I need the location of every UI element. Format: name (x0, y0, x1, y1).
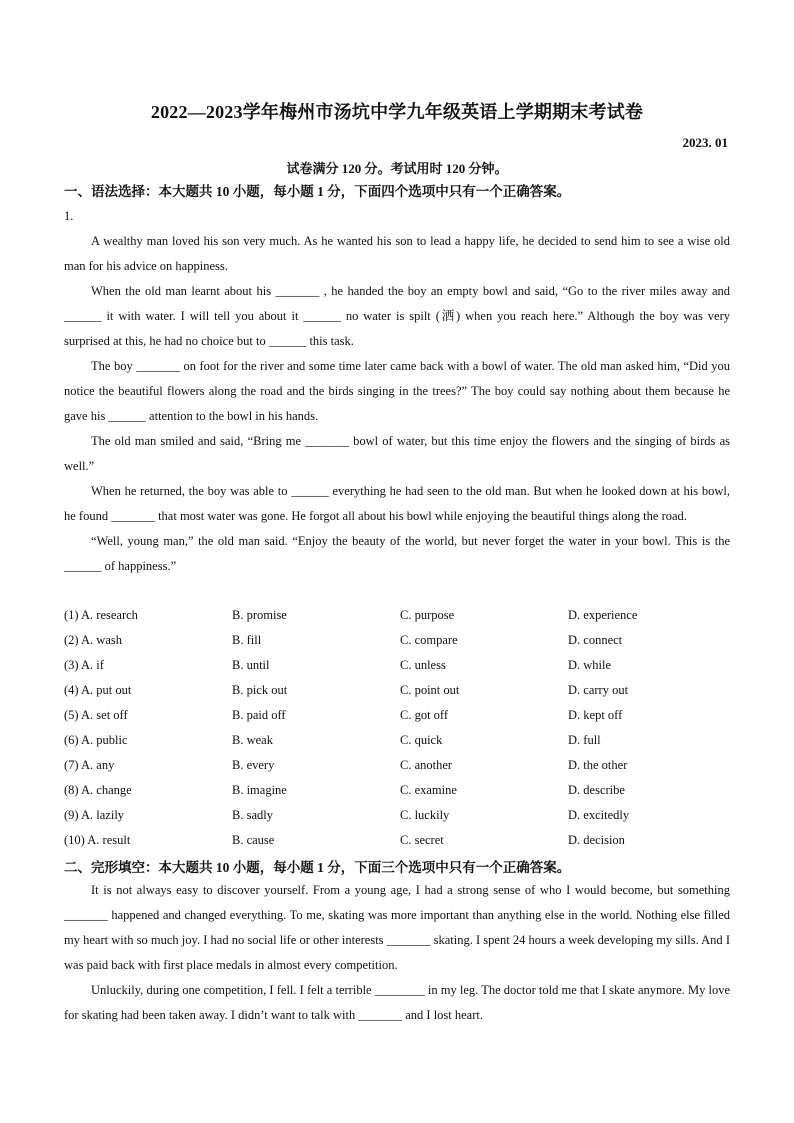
option-b: B. sadly (232, 808, 273, 822)
option-a: (6) A. public (64, 733, 128, 747)
option-c: C. point out (400, 683, 460, 697)
option-b: B. promise (232, 608, 287, 622)
option-b: B. weak (232, 733, 273, 747)
passage-paragraph: Unluckily, during one competition, I fell. I felt a terrible ________ in my leg. The doctor told me that I skate anymore. My love for skating had been taken away. I didn’t want to talk with _______ and I lost heart. (64, 983, 730, 1022)
option-c: C. unless (400, 658, 446, 672)
option-b: B. until (232, 658, 270, 672)
option-c: C. purpose (400, 608, 455, 622)
option-a: (5) A. set off (64, 708, 128, 722)
section-2-heading: 二、完形填空：本大题共 10 小题，每小题 1 分，下面三个选项中只有一个正确答案。 (64, 860, 571, 875)
passage-paragraph: It is not always easy to discover yourself. From a young age, I had a strong sense of who I would become, but something _______ happened and changed everything. To me, skating was more important than anything else in the world. Nothing else filled my heart with so much joy. I had no social life or other interests _______ skating. I spent 24 hours a week developing my sills. And I was paid back with first place medals in almost every competition. (64, 883, 730, 972)
option-c: C. compare (400, 633, 458, 647)
option-row (64, 703, 730, 728)
passage-paragraph: The old man smiled and said, “Bring me _______ bowl of water, but this time enjoy the flowers and the singing of birds as well.” (64, 434, 730, 473)
option-c: C. quick (400, 733, 443, 747)
option-b: B. imagine (232, 783, 287, 797)
option-a: (4) A. put out (64, 683, 132, 697)
option-b: B. pick out (232, 683, 288, 697)
option-row (64, 828, 730, 853)
option-d: D. connect (568, 633, 623, 647)
option-c: C. another (400, 758, 453, 772)
option-d: D. kept off (568, 708, 623, 722)
exam-title: 2022—2023学年梅州市汤坑中学九年级英语上学期期末考试卷 (150, 102, 644, 122)
option-row (64, 803, 730, 828)
option-b: B. every (232, 758, 275, 772)
option-d: D. excitedly (568, 808, 630, 822)
option-row (64, 678, 730, 703)
option-c: C. secret (400, 833, 444, 847)
option-d: D. decision (568, 833, 625, 847)
passage-paragraph: The boy _______ on foot for the river and some time later came back with a bowl of water. The old man asked him, “Did you notice the beautiful flowers along the road and the birds singing in the trees?” The boy could say nothing about them because he gave his ______ attention to the bowl in his hands. (64, 359, 730, 423)
option-a: (7) A. any (64, 758, 115, 772)
option-d: D. experience (568, 608, 638, 622)
option-b: B. fill (232, 633, 262, 647)
passage-paragraph: A wealthy man loved his son very much. As he wanted his son to lead a happy life, he decided to send him to see a wise old man for his advice on happiness. (64, 234, 730, 273)
passage-paragraph: When the old man learnt about his _______ , he handed the boy an empty bowl and said, “Go to the river miles away and ______ it with water. I will tell you about it ______ no water is spilt (洒) when you reach here.” Although the boy was very surprised at this, he had no choice but to ______ this task. (64, 284, 730, 348)
passage-paragraph: “Well, young man,” the old man said. “Enjoy the beauty of the world, but never forget the water in your bowl. This is the ______ of happiness.” (64, 534, 730, 573)
option-d: D. the other (568, 758, 628, 772)
option-a: (9) A. lazily (64, 808, 125, 822)
option-d: D. while (568, 658, 612, 672)
option-b: B. paid off (232, 708, 286, 722)
section-2-passage (64, 878, 730, 1028)
option-a: (1) A. research (64, 608, 138, 622)
exam-date: 2023. 01 (682, 135, 728, 150)
option-row (64, 753, 730, 778)
section-1-heading: 一、语法选择：本大题共 10 小题，每小题 1 分，下面四个选项中只有一个正确答案。 (64, 184, 571, 199)
option-c: C. examine (400, 783, 457, 797)
option-row (64, 728, 730, 753)
option-row (64, 603, 730, 628)
option-a: (2) A. wash (64, 633, 122, 647)
option-c: C. luckily (400, 808, 450, 822)
option-a: (10) A. result (64, 833, 131, 847)
option-a: (8) A. change (64, 783, 132, 797)
answer-options (64, 603, 730, 853)
option-row (64, 628, 730, 653)
option-d: D. full (568, 733, 601, 747)
passage-paragraph: When he returned, the boy was able to ______ everything he had seen to the old man. But when he looked down at his bowl, he found _______ that most water was gone. He forgot all about his bowl while enjoying the beautiful things along the road. (64, 484, 730, 523)
option-b: B. cause (232, 833, 275, 847)
option-row (64, 778, 730, 803)
option-d: D. describe (568, 783, 625, 797)
option-d: D. carry out (568, 683, 629, 697)
question-number: 1. (64, 209, 74, 223)
option-row (64, 653, 730, 678)
exam-subtitle: 试卷满分 120 分。考试用时 120 分钟。 (286, 161, 508, 176)
option-c: C. got off (400, 708, 449, 722)
option-a: (3) A. if (64, 658, 104, 672)
section-1-passage (64, 204, 730, 579)
